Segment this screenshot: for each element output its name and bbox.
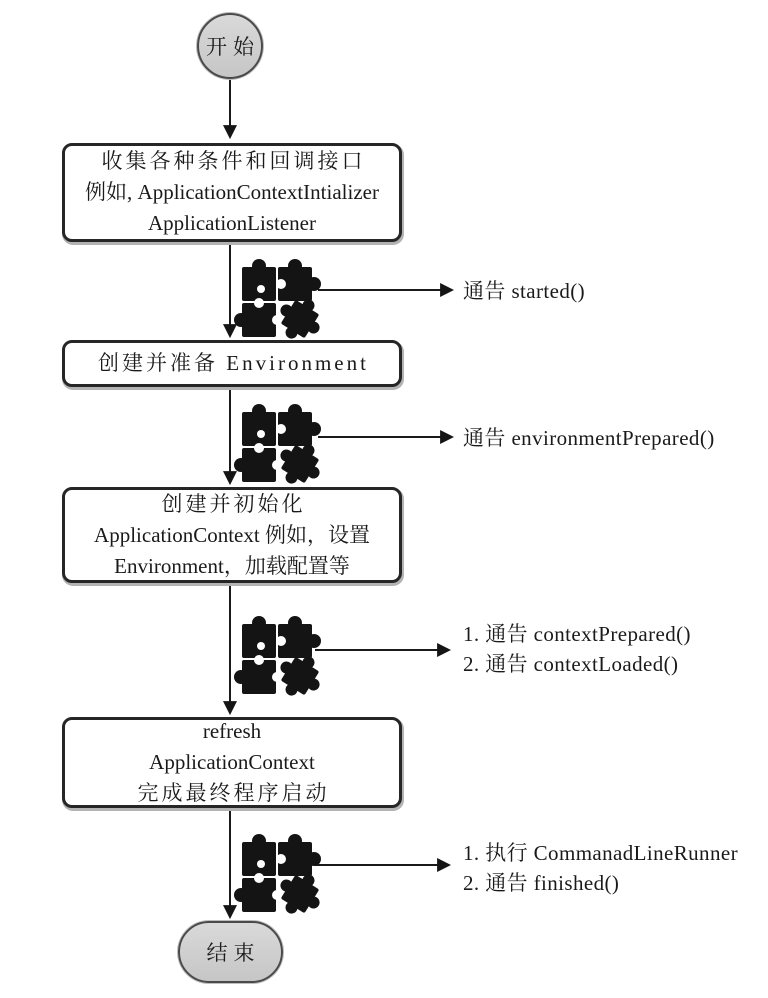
step-text-line: 创建并准备 Environment <box>98 351 369 375</box>
step-box-collect-callbacks <box>62 143 402 242</box>
start-node <box>197 13 263 79</box>
annotation-line: 1. 通告 contextPrepared() <box>463 622 691 646</box>
annotation-line: 2. 通告 contextLoaded() <box>463 652 679 676</box>
annotation-line: 通告 started() <box>463 279 586 303</box>
end-label: 结束 <box>206 941 261 965</box>
annotation-runner-finished <box>463 838 738 898</box>
step-text-line: Environment，加载配置等 <box>114 553 350 578</box>
puzzle-icon <box>234 834 330 924</box>
step-text-line: ApplicationListener <box>148 211 316 235</box>
annotation-line: 2. 通告 finished() <box>463 871 620 895</box>
puzzle-icon <box>234 259 330 349</box>
annotation-context-prepared-loaded <box>463 619 691 679</box>
step-text-line: 收集各种条件和回调接口 <box>101 149 366 173</box>
puzzle-icon <box>234 616 330 706</box>
step-text-line: ApplicationContext 例如，设置 <box>94 522 370 547</box>
annotation-started <box>463 276 585 306</box>
end-node <box>178 921 283 983</box>
step-text-line: ApplicationContext <box>149 750 315 774</box>
annotation-line: 1. 执行 CommanadLineRunner <box>463 841 738 865</box>
step-text-line: 创建并初始化 <box>161 491 306 516</box>
annotation-environment-prepared <box>463 423 715 453</box>
annotation-line: 通告 environmentPrepared() <box>463 426 715 450</box>
step-box-prepare-environment <box>62 340 402 387</box>
step-text-line: refresh <box>202 719 262 743</box>
start-label: 开始 <box>206 35 260 59</box>
step-text-line: 完成最终程序启动 <box>137 781 330 805</box>
step-text-line: 例如, ApplicationContextIntializer <box>85 180 379 204</box>
puzzle-icon <box>234 404 330 494</box>
step-box-refresh-context <box>62 717 402 808</box>
step-box-init-applicationcontext <box>62 487 402 583</box>
